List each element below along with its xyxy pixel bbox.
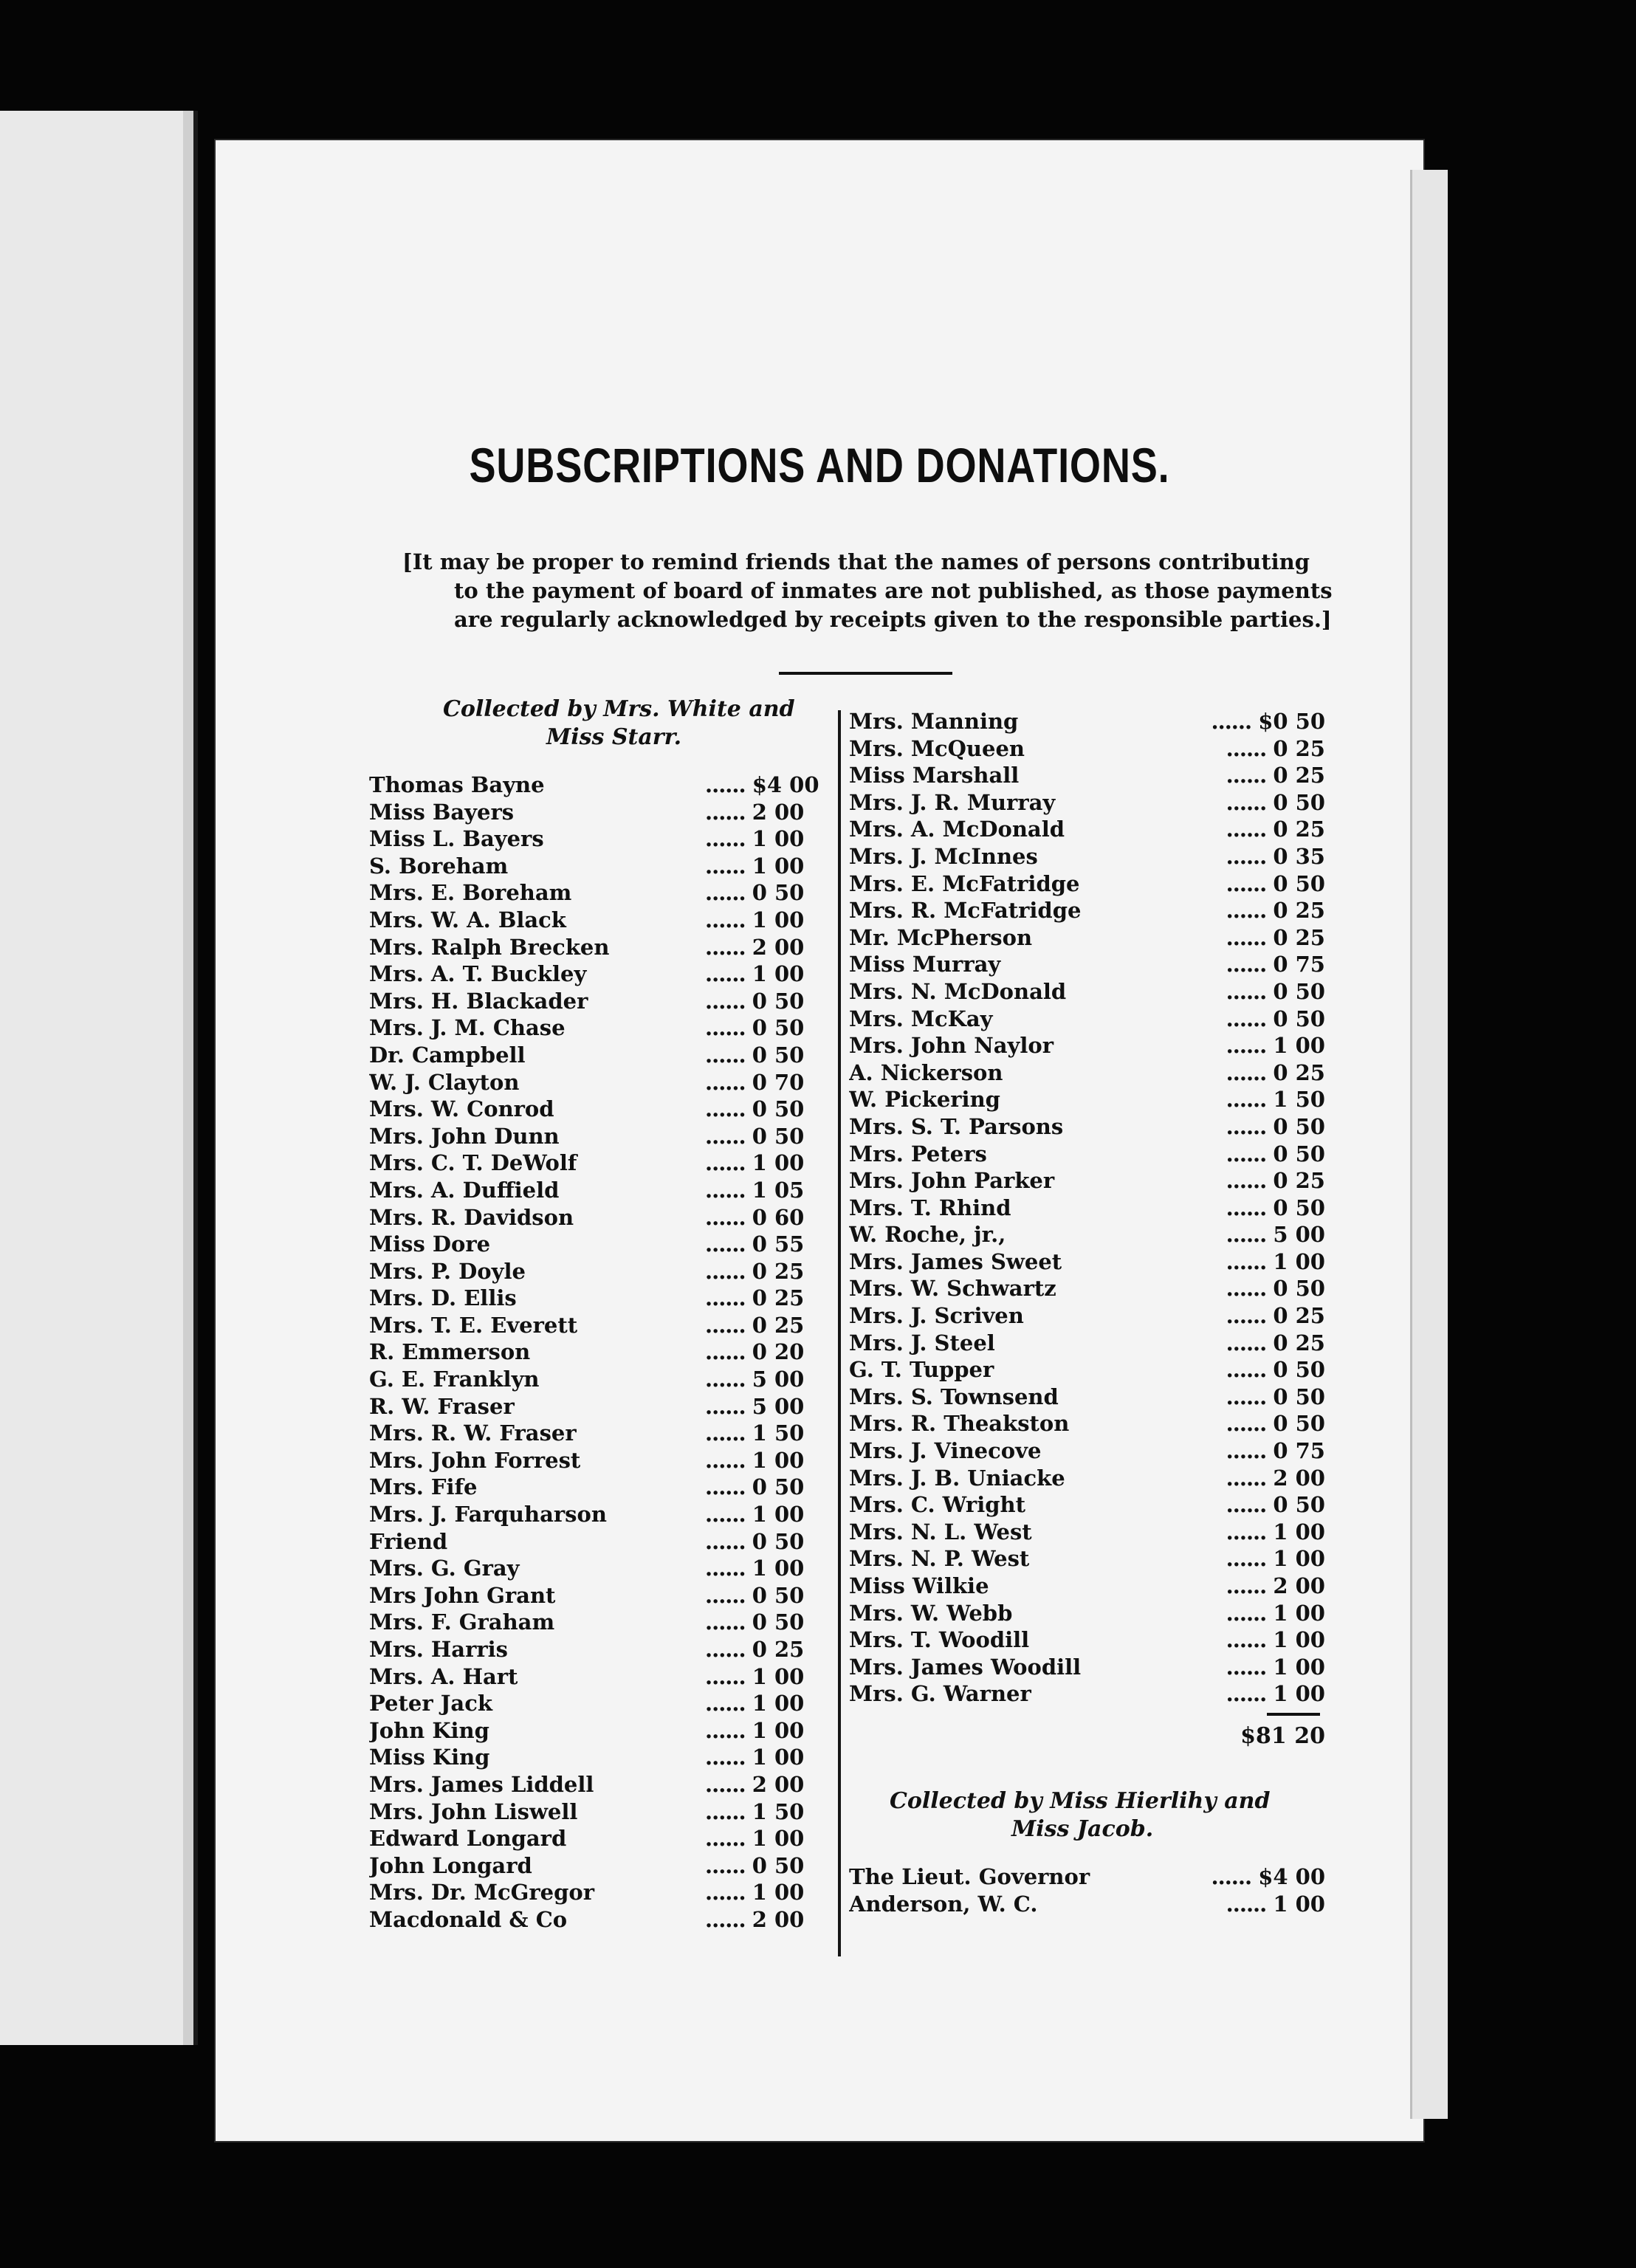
- donor-entry: [849, 1033, 1351, 1060]
- donation-amount: ...... 1 00: [705, 1664, 794, 1689]
- donation-amount: ...... 2 00: [705, 1907, 794, 1932]
- donation-amount: ...... $0 50: [1181, 709, 1325, 734]
- donor-name: Mrs. Peters: [849, 1141, 987, 1166]
- donor-entry: [849, 1168, 1351, 1195]
- donor-entry: [849, 1114, 1351, 1141]
- donor-entry: [849, 1465, 1351, 1493]
- donation-amount: ...... 0 60: [705, 1205, 794, 1230]
- donor-name: Macdonald & Co: [369, 1906, 568, 1932]
- donation-amount: ...... 1 00: [1181, 1519, 1325, 1544]
- intro-note: [402, 548, 1340, 634]
- donor-entry: [849, 1627, 1351, 1654]
- donor-entry: [369, 1096, 834, 1124]
- donor-name: Mrs. J. M. Chase: [369, 1015, 566, 1041]
- donation-amount: ...... 1 00: [705, 907, 794, 932]
- donation-amount: ...... 0 35: [1181, 844, 1325, 869]
- donor-entry: [369, 1474, 834, 1502]
- donor-name: Mrs. D. Ellis: [369, 1285, 517, 1311]
- donor-entry: [369, 1231, 834, 1259]
- donor-entry: [369, 1178, 834, 1205]
- donor-name: Edward Longard: [369, 1826, 567, 1852]
- donor-entry: [369, 800, 834, 827]
- donation-amount: ...... 0 50: [705, 880, 794, 905]
- donor-name: S. Boreham: [369, 853, 509, 879]
- donation-amount: ...... 1 00: [1181, 1681, 1325, 1706]
- page-edge: [1410, 170, 1448, 2119]
- donor-entry: [849, 844, 1351, 871]
- donor-entry: [849, 1330, 1351, 1358]
- donor-entry: [369, 1150, 834, 1178]
- donor-name: Mrs. J. R. Murray: [849, 789, 1056, 815]
- intro-note-line: to the payment of board of inmates are not published, as those payments: [454, 578, 1333, 603]
- donor-name: Mrs. S. Townsend: [849, 1384, 1059, 1409]
- donor-name: Mrs. J. Vinecove: [849, 1438, 1042, 1464]
- donation-amount: ...... 0 25: [1181, 736, 1325, 761]
- donor-entry: [369, 1313, 834, 1340]
- donation-amount: ...... 0 50: [705, 1583, 794, 1608]
- donor-name: R. W. Fraser: [369, 1393, 515, 1419]
- donation-amount: ...... 0 50: [1181, 1384, 1325, 1409]
- donor-entry: [369, 1691, 834, 1718]
- donation-amount: ...... 1 00: [705, 1556, 794, 1581]
- donation-amount: ...... 0 50: [1181, 1006, 1325, 1031]
- donor-name: Mrs. Fife: [369, 1474, 478, 1500]
- donation-amount: ...... 0 50: [1181, 790, 1325, 815]
- donation-amount: ...... 0 50: [1181, 1114, 1325, 1139]
- donation-amount: ...... 1 00: [705, 1448, 794, 1473]
- donor-name: Miss L. Bayers: [369, 826, 544, 852]
- donor-entry: [849, 1864, 1351, 1891]
- donation-amount: ...... $4 00: [1181, 1864, 1325, 1889]
- donor-name: Mrs. J. Steel: [849, 1330, 995, 1355]
- donation-amount: ...... 0 50: [705, 989, 794, 1014]
- donor-entry: [369, 1880, 834, 1907]
- intro-note-line: [It may be proper to remind friends that the names of persons contributing: [402, 549, 1310, 574]
- donor-name: Mrs. James Sweet: [849, 1248, 1062, 1274]
- donor-name: Mrs John Grant: [369, 1582, 556, 1608]
- donation-amount: ...... 0 25: [705, 1259, 794, 1284]
- donor-entry: [369, 1124, 834, 1151]
- donor-name: John King: [369, 1717, 489, 1743]
- donor-name: Miss King: [369, 1745, 490, 1770]
- donor-entry: [369, 1205, 834, 1232]
- donor-name: Mrs. James Woodill: [849, 1654, 1082, 1680]
- donor-entry: [849, 1006, 1351, 1034]
- donor-entry: [849, 1060, 1351, 1087]
- donation-amount: ...... 5 00: [705, 1367, 794, 1392]
- donor-name: Dr. Campbell: [369, 1042, 526, 1068]
- donation-amount: ...... 0 50: [705, 1124, 794, 1149]
- donor-name: Mrs. John Dunn: [369, 1123, 560, 1149]
- donor-entry: [369, 1015, 834, 1042]
- donor-name: Mrs. Harris: [369, 1637, 508, 1662]
- donor-entry: [369, 1367, 834, 1394]
- collector-line: Miss Starr.: [546, 724, 682, 750]
- donor-name: G. E. Franklyn: [369, 1367, 540, 1392]
- donation-amount: ...... 1 00: [705, 961, 794, 986]
- donor-entry: [369, 853, 834, 881]
- donor-entry: [369, 1339, 834, 1367]
- collector-heading: [849, 1787, 1351, 1843]
- donation-amount: ...... 0 25: [1181, 1060, 1325, 1085]
- donor-entry: [369, 1664, 834, 1691]
- donor-entry: [369, 1259, 834, 1286]
- donor-name: Mrs. Dr. McGregor: [369, 1880, 595, 1906]
- donation-amount: ...... 1 00: [1181, 1654, 1325, 1680]
- donor-name: Mrs. F. Graham: [369, 1609, 555, 1635]
- donation-amount: ...... 0 25: [1181, 898, 1325, 923]
- donor-name: Mrs. G. Gray: [369, 1556, 520, 1581]
- donor-name: Mrs. J. Farquharson: [369, 1502, 607, 1528]
- donor-name: Thomas Bayne: [369, 772, 545, 797]
- donor-entry: [369, 907, 834, 935]
- donor-name: Miss Wilkie: [849, 1573, 989, 1598]
- donor-name: Friend: [369, 1528, 448, 1554]
- donor-entry: [369, 1772, 834, 1799]
- donor-entry: [849, 898, 1351, 925]
- donor-name: W. Pickering: [849, 1087, 1000, 1113]
- donor-entry: [849, 1195, 1351, 1223]
- donor-name: Mrs. H. Blackader: [369, 988, 588, 1014]
- donor-entry: [369, 1799, 834, 1827]
- donor-name: Mrs. W. Conrod: [369, 1096, 554, 1122]
- donor-name: Mrs. Manning: [849, 709, 1019, 734]
- donation-amount: ...... 2 00: [1181, 1465, 1325, 1491]
- donation-amount: ...... 1 05: [705, 1178, 794, 1203]
- intro-note-line: are regularly acknowledged by receipts given to the responsible parties.]: [454, 607, 1332, 632]
- donor-entry: [849, 1303, 1351, 1330]
- donor-entry: [369, 1853, 834, 1880]
- donor-name: W. J. Clayton: [369, 1069, 520, 1095]
- donor-entry: [849, 790, 1351, 817]
- donor-name: Mrs. W. Webb: [849, 1600, 1013, 1626]
- donor-entry: [849, 1519, 1351, 1547]
- donation-amount: ...... 0 25: [705, 1313, 794, 1338]
- donor-name: Mrs. N. L. West: [849, 1519, 1032, 1544]
- donor-name: Mrs. N. McDonald: [849, 978, 1067, 1004]
- donation-amount: ...... 1 50: [705, 1420, 794, 1446]
- donor-name: Miss Bayers: [369, 799, 515, 825]
- donor-entry: [369, 772, 834, 800]
- donor-entry: [849, 1141, 1351, 1169]
- donor-entry: [849, 1222, 1351, 1249]
- donation-amount: ...... 5 00: [705, 1394, 794, 1419]
- donation-amount: ...... 0 50: [705, 1096, 794, 1121]
- donor-entry: [369, 1420, 834, 1448]
- donor-name: Mrs. T. Woodill: [849, 1627, 1030, 1653]
- donor-name: John Longard: [369, 1852, 532, 1878]
- donation-amount: ...... 1 00: [705, 1502, 794, 1527]
- collector-line: Miss Jacob.: [1011, 1815, 1154, 1842]
- donor-entry: [849, 1357, 1351, 1384]
- donor-name: Mrs. W. Schwartz: [849, 1276, 1056, 1302]
- donation-amount: ...... 0 50: [1181, 1492, 1325, 1517]
- total-amount: $81 20: [1240, 1722, 1325, 1749]
- donor-entry: [849, 817, 1351, 844]
- donor-entry: [369, 1502, 834, 1529]
- donation-amount: ...... 1 00: [705, 1150, 794, 1175]
- donor-entry: [849, 1438, 1351, 1465]
- donor-entry: [369, 1583, 834, 1610]
- donation-amount: ...... 2 00: [705, 800, 794, 825]
- donation-amount: ...... 1 00: [705, 1691, 794, 1716]
- donation-amount: ...... 0 50: [1181, 871, 1325, 896]
- donation-amount: ...... 2 00: [705, 935, 794, 960]
- donor-name: Anderson, W. C.: [849, 1891, 1038, 1917]
- donation-amount: ...... 0 25: [1181, 925, 1325, 950]
- donation-amount: ...... $4 00: [705, 772, 794, 797]
- donor-entry: [849, 1601, 1351, 1628]
- donor-name: Mrs. W. A. Black: [369, 907, 566, 932]
- donor-name: Mrs. R. Davidson: [369, 1204, 574, 1230]
- donor-entry: [369, 935, 834, 962]
- donor-name: Peter Jack: [369, 1691, 492, 1717]
- donor-name: Miss Murray: [849, 952, 1001, 977]
- donation-amount: ...... 1 00: [1181, 1891, 1325, 1917]
- donor-name: Mrs. McQueen: [849, 735, 1025, 761]
- donation-amount: ...... 1 50: [1181, 1087, 1325, 1112]
- donation-amount: ...... 1 00: [1181, 1627, 1325, 1652]
- donation-amount: ...... 1 00: [1181, 1249, 1325, 1274]
- donor-name: Mrs. John Forrest: [369, 1447, 581, 1473]
- donation-amount: ...... 2 00: [1181, 1573, 1325, 1598]
- donor-name: Mrs. R. W. Fraser: [369, 1420, 577, 1446]
- donor-name: Mrs. A. Hart: [369, 1663, 518, 1689]
- donor-entry: [369, 1042, 834, 1070]
- donor-name: Mrs. R. McFatridge: [849, 898, 1082, 924]
- donation-amount: ...... 1 00: [1181, 1546, 1325, 1571]
- donor-entry: [849, 952, 1351, 979]
- donor-entry: [849, 1891, 1351, 1919]
- donor-name: The Lieut. Governor: [849, 1863, 1090, 1889]
- donor-entry: [369, 1637, 834, 1664]
- donation-amount: ...... 0 70: [705, 1070, 794, 1095]
- donor-name: Mr. McPherson: [849, 924, 1033, 950]
- donation-amount: ...... 0 75: [1181, 1438, 1325, 1463]
- donation-amount: ...... 0 20: [705, 1339, 794, 1364]
- donor-entry: [369, 1826, 834, 1853]
- donor-name: Mrs. R. Theakston: [849, 1411, 1070, 1437]
- donor-name: R. Emmerson: [369, 1339, 531, 1365]
- donation-amount: ...... 0 25: [705, 1285, 794, 1310]
- donor-entry: [369, 1907, 834, 1934]
- donor-entry: [369, 1285, 834, 1313]
- donation-amount: ...... 0 25: [1181, 817, 1325, 842]
- donation-amount: ...... 0 25: [1181, 763, 1325, 788]
- donor-entry: [369, 880, 834, 907]
- donor-entry: [849, 1087, 1351, 1114]
- donor-name: Mrs. A. McDonald: [849, 817, 1065, 842]
- donor-name: Mrs. John Liswell: [369, 1798, 578, 1824]
- donor-entry: [849, 1276, 1351, 1303]
- left-column: [369, 695, 834, 1934]
- donation-amount: ...... 1 00: [705, 1718, 794, 1743]
- total-rule: [1267, 1713, 1320, 1716]
- donor-name: Mrs. C. T. DeWolf: [369, 1150, 577, 1176]
- donation-amount: ...... 0 55: [705, 1231, 794, 1257]
- donor-name: Mrs. John Parker: [849, 1168, 1055, 1194]
- collector-line: Collected by Miss Hierlihy and: [890, 1787, 1271, 1814]
- facing-page-edge: [0, 111, 198, 2045]
- donation-amount: ...... 0 50: [705, 1529, 794, 1554]
- donor-name: Miss Dore: [369, 1231, 491, 1257]
- donation-amount: ...... 1 00: [705, 1880, 794, 1905]
- donor-entry: [849, 1654, 1351, 1682]
- donor-name: Mrs. J. B. Uniacke: [849, 1465, 1065, 1491]
- donor-entry: [849, 871, 1351, 898]
- donor-entry: [849, 1546, 1351, 1573]
- donation-amount: ...... 1 00: [705, 826, 794, 851]
- donor-entry: [849, 979, 1351, 1006]
- donation-amount: ...... 1 00: [705, 853, 794, 879]
- page-title: SUBSCRIPTIONS AND DONATIONS.: [469, 438, 1170, 492]
- donor-name: Mrs. A. Duffield: [369, 1177, 560, 1203]
- donor-entry: [849, 763, 1351, 790]
- donation-amount: ...... 0 50: [705, 1015, 794, 1040]
- donor-entry: [849, 709, 1351, 736]
- column-rule: [838, 710, 841, 1956]
- donor-entry: [369, 1609, 834, 1637]
- donor-entry: [849, 1249, 1351, 1276]
- donation-amount: ...... 1 00: [1181, 1601, 1325, 1626]
- donor-entry: [369, 1718, 834, 1745]
- donor-name: W. Roche, jr.,: [849, 1222, 1006, 1248]
- donor-name: Mrs. C. Wright: [849, 1492, 1025, 1518]
- right-column: [849, 709, 1351, 1918]
- donor-entry: [369, 961, 834, 989]
- donation-amount: ...... 0 50: [1181, 1195, 1325, 1220]
- donor-entry: [849, 925, 1351, 952]
- donation-amount: ...... 0 25: [1181, 1303, 1325, 1328]
- page-fold: [183, 111, 193, 2045]
- donor-entry: [849, 736, 1351, 763]
- donor-name: Mrs. James Liddell: [369, 1771, 594, 1797]
- donor-list: [849, 709, 1351, 1708]
- donation-amount: ...... 0 50: [1181, 1276, 1325, 1301]
- donation-amount: ...... 0 50: [705, 1609, 794, 1635]
- donation-amount: ...... 0 50: [1181, 1411, 1325, 1436]
- collector-heading: [369, 695, 834, 752]
- donor-entry: [369, 1529, 834, 1556]
- donor-entry: [849, 1411, 1351, 1438]
- donation-amount: ...... 0 75: [1181, 952, 1325, 977]
- donor-name: Mrs. J. Scriven: [849, 1303, 1024, 1329]
- donation-amount: ...... 1 00: [705, 1745, 794, 1770]
- donor-entry: [369, 1394, 834, 1421]
- donor-name: Mrs. A. T. Buckley: [369, 961, 587, 987]
- donor-name: Mrs. E. Boreham: [369, 880, 572, 906]
- donor-name: Mrs. G. Warner: [849, 1681, 1031, 1707]
- donation-amount: ...... 5 00: [1181, 1222, 1325, 1247]
- donor-name: G. T. Tupper: [849, 1357, 994, 1383]
- donation-amount: ...... 0 50: [1181, 1141, 1325, 1166]
- donation-amount: ...... 0 50: [705, 1853, 794, 1878]
- donor-name: Mrs. McKay: [849, 1006, 993, 1031]
- title-divider: [779, 672, 952, 675]
- donor-entry: [849, 1384, 1351, 1412]
- donor-name: Mrs. T. Rhind: [849, 1195, 1011, 1220]
- donation-amount: ...... 0 25: [1181, 1330, 1325, 1355]
- donor-name: Mrs. John Naylor: [849, 1033, 1054, 1059]
- collector-line: Collected by Mrs. White and: [443, 696, 795, 722]
- donor-name: Mrs. N. P. West: [849, 1546, 1030, 1572]
- donation-amount: ...... 2 00: [705, 1772, 794, 1797]
- donor-entry: [369, 1556, 834, 1583]
- donation-amount: ...... 0 50: [705, 1042, 794, 1068]
- donor-entry: [369, 1448, 834, 1475]
- donor-name: Mrs. J. McInnes: [849, 843, 1038, 869]
- donor-name: Mrs. E. McFatridge: [849, 870, 1080, 896]
- donor-name: Mrs. Ralph Brecken: [369, 934, 610, 960]
- donation-amount: ...... 0 50: [1181, 979, 1325, 1004]
- donation-amount: ...... 0 25: [705, 1637, 794, 1662]
- donation-amount: ...... 0 25: [1181, 1168, 1325, 1193]
- donor-entry: [369, 989, 834, 1016]
- donor-entry: [849, 1573, 1351, 1601]
- donor-entry: [849, 1681, 1351, 1708]
- donor-entry: [369, 826, 834, 853]
- donor-list: [849, 1864, 1351, 1918]
- donor-entry: [849, 1492, 1351, 1519]
- donation-amount: ...... 0 50: [1181, 1357, 1325, 1382]
- donor-entry: [369, 1745, 834, 1772]
- donor-entry: [369, 1070, 834, 1097]
- donation-amount: ...... 0 50: [705, 1474, 794, 1499]
- donation-amount: ...... 1 00: [705, 1826, 794, 1851]
- donation-amount: ...... 1 00: [1181, 1033, 1325, 1058]
- donor-name: Mrs. P. Doyle: [369, 1258, 526, 1284]
- donor-list: [369, 772, 834, 1934]
- donation-amount: ...... 1 50: [705, 1799, 794, 1824]
- donor-name: Miss Marshall: [849, 763, 1020, 788]
- donor-name: A. Nickerson: [849, 1059, 1003, 1085]
- donor-name: Mrs. S. T. Parsons: [849, 1113, 1064, 1139]
- donor-name: Mrs. T. E. Everett: [369, 1312, 578, 1338]
